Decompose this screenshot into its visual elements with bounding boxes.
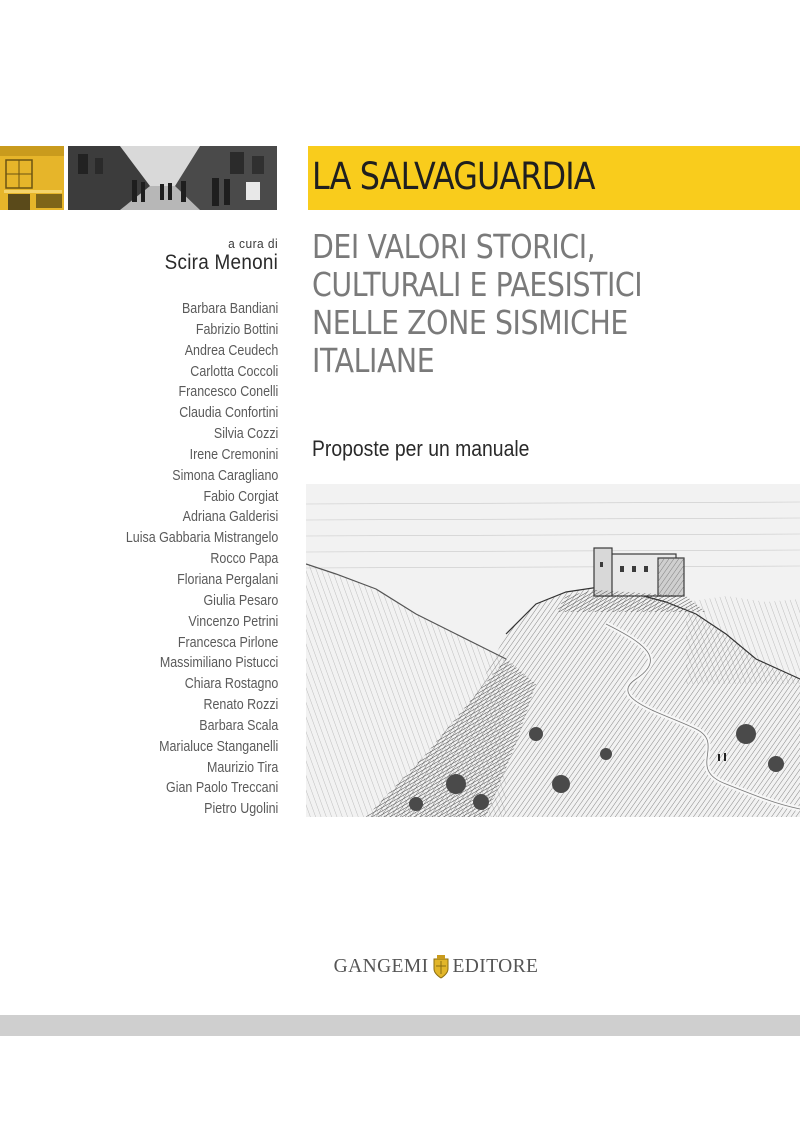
subtitle-line: CULTURALI E PAESISTICI [312,265,643,304]
author-name: Irene Cremonini [189,446,278,463]
author-name: Maurizio Tira [206,759,278,776]
author-name: Pietro Ugolini [203,801,278,818]
cover-thumbnails [0,146,277,210]
publisher-name-left: GANGEMI [333,956,429,977]
author-name: Renato Rozzi [203,697,278,714]
author-name: Luisa Gabbaria Mistrangelo [125,530,278,547]
book-tagline: Proposte per un manuale [312,436,530,461]
editor-credit [152,236,278,275]
author-name: Chiara Rostagno [184,676,278,693]
curated-by-label: a cura di [227,236,278,251]
hilltop-castle-engraving [306,484,800,817]
author-name: Francesco Conelli [178,384,278,401]
author-name: Fabio Corgiat [203,488,278,505]
subtitle-line: ITALIANE [312,341,435,380]
book-subtitle [312,228,642,380]
author-name: Adriana Galderisi [182,509,278,526]
author-name: Andrea Ceudech [184,342,278,359]
author-name: Barbara Bandiani [181,301,278,317]
author-name: Rocco Papa [210,551,278,568]
subtitle-line: NELLE ZONE SISMICHE [312,303,628,342]
book-title: LA SALVAGUARDIA [312,155,595,198]
author-name: Francesca Pirlone [177,634,278,651]
author-name: Simona Caragliano [171,467,278,484]
author-name: Floriana Pergalani [176,571,278,588]
author-list [101,299,278,820]
publisher-name-right: EDITORE [452,956,539,977]
author-name: Gian Paolo Treccani [165,780,278,797]
subtitle-line: DEI VALORI STORICI, [312,227,596,266]
author-name: Fabrizio Bottini [195,321,278,338]
author-name: Vincenzo Petrini [188,613,278,630]
author-name: Barbara Scala [198,717,278,734]
street-scene-photo [68,146,277,210]
publisher-logo [306,952,566,982]
author-name: Marialuce Stanganelli [158,738,278,755]
bottom-band [0,1015,800,1036]
editor-name: Scira Menoni [164,251,278,274]
yellow-facade-photo [0,146,64,210]
crest-icon [432,955,450,979]
author-name: Silvia Cozzi [213,426,278,443]
author-name: Massimiliano Pistucci [159,655,278,672]
author-name: Giulia Pesaro [203,592,278,609]
author-name: Carlotta Coccoli [189,363,278,380]
author-name: Claudia Confortini [178,405,278,422]
